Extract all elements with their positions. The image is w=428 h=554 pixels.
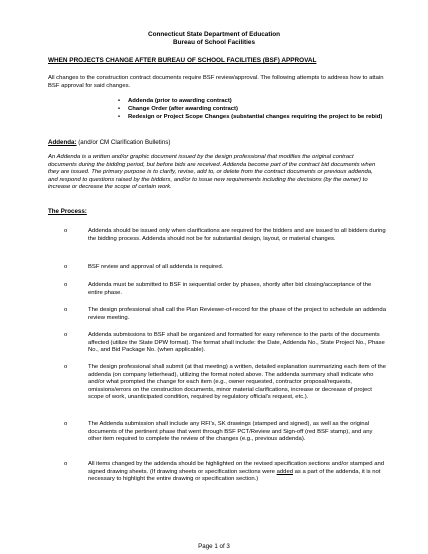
addenda-heading-label: Addenda: bbox=[48, 139, 77, 146]
list-marker-icon: o bbox=[64, 307, 68, 313]
list-marker-icon: o bbox=[64, 421, 68, 427]
bullet-item bbox=[118, 114, 388, 121]
list-marker-icon: o bbox=[64, 228, 68, 234]
bullet-item bbox=[118, 98, 388, 105]
header-department: Connecticut State Department of Education bbox=[147, 31, 281, 38]
list-marker-icon: o bbox=[64, 264, 68, 270]
header-bureau: Bureau of School Facilities bbox=[172, 39, 256, 46]
bullet-text: Addenda (prior to awarding contract) bbox=[128, 98, 232, 104]
last-item-part1: All items changed by the addenda should be highlighted on the revised specification sections and/or stamped and signed drawing sheets. (If drawing sheets or specification sections were bbox=[88, 461, 385, 475]
process-item-text: Addenda should be issued only when clarifications are required for the bidders and are issued to all bidders during the bidding process. Addenda should not be for substantial design, layout, or material changes. bbox=[88, 228, 386, 242]
process-item-text: The design professional shall submit (at that meeting) a written, detailed explanation summarizing each item of the addenda (on company letterhead), utilizing the format noted above. The addenda summary shall indicate who and/or what prompted the change for each item (e.g., owner requested, contractor proposal/requests, omissions/errors on the construction documents, minor material clarifications, increase or decrease of project scope of work, unanticipated condition, required by regulatory official's request, etc.). bbox=[88, 364, 386, 401]
process-item-text: The design professional shall call the Plan Reviewer-of-record for the phase of the project to schedule an addenda review meeting. bbox=[88, 307, 386, 321]
process-heading: The Process: bbox=[48, 208, 87, 215]
list-marker-icon: o bbox=[64, 461, 68, 467]
document-title: WHEN PROJECTS CHANGE AFTER BUREAU OF SCHOOL FACILITIES (BSF) APPROVAL bbox=[48, 57, 317, 64]
bullet-text: Redesign or Project Scope Changes (substantial changes requiring the project to be rebid) bbox=[128, 114, 383, 120]
bullet-text: Change Order (after awarding contract) bbox=[128, 106, 238, 112]
last-item-part2: as a part of the addenda, it is not necessary to highlight the entire drawing or specification section.) bbox=[88, 468, 381, 483]
bullet-dot-icon: • bbox=[118, 106, 121, 112]
process-item-text: Addenda must be submitted to BSF in sequential order by phases, shortly after bid closing/acceptance of the entire phase. bbox=[88, 282, 372, 296]
list-marker-icon: o bbox=[64, 282, 68, 288]
process-item-text: The Addenda submission shall include any RFI's, SK drawings (stamped and signed), as well as the original documents of the pertinent phase that went through BSF PCT/Review and Sign-off (red BSF stamp), and any other item required to complete the review of the changes (e.g., previous addenda). bbox=[88, 421, 373, 443]
last-item-underlined: added bbox=[276, 468, 293, 475]
process-item-text: BSF review and approval of all addenda is required. bbox=[88, 264, 224, 270]
page-number: Page 1 of 3 bbox=[198, 543, 230, 550]
process-item-text: Addenda submissions to BSF shall be organized and formatted for easy reference to the parts of the documents affected (utilize the State DPW format). The format shall include: the Date, Addenda No., State Project No., Phase No., and Bid Package No. (when applicable). bbox=[88, 332, 385, 354]
addenda-heading bbox=[48, 139, 170, 147]
bullet-dot-icon: • bbox=[118, 114, 121, 120]
addenda-heading-note: (and/or CM Clarification Bulletins) bbox=[76, 139, 171, 146]
addenda-definition: An Addenda is a written and/or graphic document issued by the design professional that modifies the original contract documents during the bidding period, but before bids are received. Addenda become part of the contract bid documents when they are issued. The primary purpose is to clarify, revise, add to, or delete from the contract documents or previous addenda, and respond to questions raised by the bidders, and/or to issue new requirements including the decisions (by the owner) to increase or decrease the scope of certain work. bbox=[48, 154, 376, 191]
process-item-text bbox=[88, 461, 386, 484]
bullet-item bbox=[118, 106, 388, 113]
bullet-dot-icon: • bbox=[118, 98, 121, 104]
list-marker-icon: o bbox=[64, 364, 68, 370]
intro-paragraph: All changes to the construction contract documents require BSF review/approval. The following attempts to address how to attain BSF approval for said changes. bbox=[48, 75, 384, 89]
list-marker-icon: o bbox=[64, 332, 68, 338]
